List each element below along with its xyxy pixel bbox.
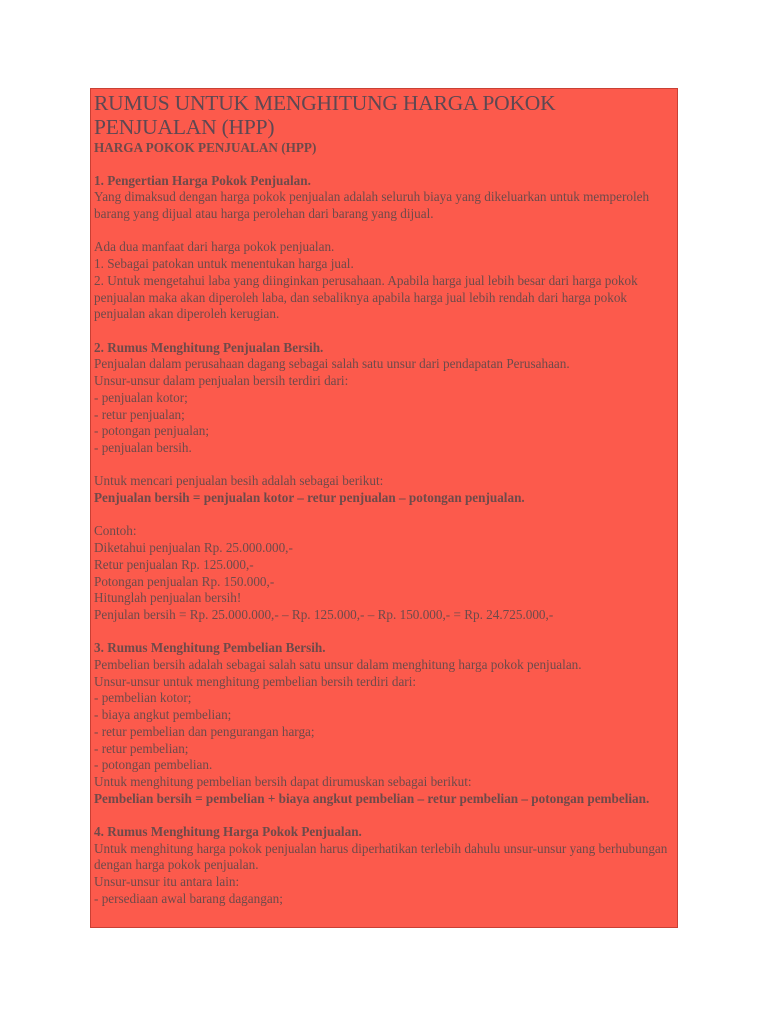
section-3-line-2: Unsur-unsur untuk menghitung pembelian bersih terdiri dari: [94, 673, 417, 689]
section-4-line-2: Unsur-unsur itu antara lain: [94, 874, 240, 890]
list-item: - potongan pembelian. [94, 757, 213, 773]
spacer [94, 807, 675, 824]
example-line: Potongan penjualan Rp. 150.000,- [94, 573, 275, 589]
document-title: RUMUS UNTUK MENGHITUNG HARGA POKOK PENJUALAN (HPP) [94, 91, 556, 139]
section-2-line-1: Penjualan dalam perusahaan dagang sebagai salah satu unsur dari pendapatan Perusahaan. [94, 356, 570, 372]
example-label: Contoh: [94, 523, 137, 539]
section-1-item-1: 1. Sebagai patokan untuk menentukan harga jual. [94, 256, 354, 272]
spacer [94, 507, 675, 524]
section-1-intro: Ada dua manfaat dari harga pokok penjualan. [94, 239, 335, 255]
spacer [94, 223, 675, 240]
spacer [94, 457, 675, 474]
document-subtitle: HARGA POKOK PENJUALAN (HPP) [94, 140, 317, 155]
list-item: - penjualan kotor; [94, 389, 188, 405]
section-2-formula-intro: Untuk mencari penjualan besih adalah sebagai berikut: [94, 473, 384, 489]
list-item: - penjualan bersih. [94, 439, 192, 455]
spacer [94, 156, 675, 173]
section-1-body: Yang dimaksud dengan harga pokok penjualan adalah seluruh biaya yang dikeluarkan untuk memperoleh barang yang dijual atau harga perolehan dari barang yang dijual. [94, 189, 650, 222]
section-3-formula: Pembelian bersih = pembelian + biaya angkut pembelian – retur pembelian – potongan pembelian. [94, 790, 650, 806]
list-item: - retur penjualan; [94, 406, 185, 422]
list-item: - pembelian kotor; [94, 690, 192, 706]
section-1-item-2: 2. Untuk mengetahui laba yang diinginkan perusahaan. Apabila harga jual lebih besar dari harga pokok penjualan maka akan diperoleh laba, dan sebaliknya apabila harga jual lebih rendah dari harga pokok penjualan akan diperoleh kerugian. [94, 272, 638, 322]
section-4-heading: 4. Rumus Menghitung Harga Pokok Penjualan. [94, 824, 362, 840]
list-item: - retur pembelian dan pengurangan harga; [94, 723, 315, 739]
list-item: - retur pembelian; [94, 740, 189, 756]
example-line: Diketahui penjualan Rp. 25.000.000,- [94, 540, 293, 556]
document-page [90, 88, 678, 928]
section-1-heading: 1. Pengertian Harga Pokok Penjualan. [94, 172, 311, 188]
section-3-heading: 3. Rumus Menghitung Pembelian Bersih. [94, 640, 326, 656]
section-3-line-1: Pembelian bersih adalah sebagai salah satu unsur dalam menghitung harga pokok penjualan. [94, 657, 582, 672]
example-line: Hitunglah penjualan bersih! [94, 590, 242, 606]
list-item: - potongan penjualan; [94, 423, 209, 439]
spacer [94, 323, 675, 340]
section-2-heading: 2. Rumus Menghitung Penjualan Bersih. [94, 339, 324, 355]
example-line: Retur penjualan Rp. 125.000,- [94, 556, 254, 572]
section-2-line-2: Unsur-unsur dalam penjualan bersih terdiri dari: [94, 373, 349, 389]
spacer [94, 624, 675, 641]
section-2-formula: Penjualan bersih = penjualan kotor – retur penjualan – potongan penjualan. [94, 490, 525, 505]
list-item: - biaya angkut pembelian; [94, 707, 232, 723]
example-line: Penjulan bersih = Rp. 25.000.000,- – Rp. 125.000,- – Rp. 150.000,- = Rp. 24.725.000,- [94, 606, 554, 622]
section-4-line-1: Untuk menghitung harga pokok penjualan harus diperhatikan terlebih dahulu unsur-unsur yang berhubungan dengan harga pokok penjualan. [94, 840, 668, 873]
section-3-formula-intro: Untuk menghitung pembelian bersih dapat dirumuskan sebagai berikut: [94, 773, 472, 789]
list-item: - persediaan awal barang dagangan; [94, 890, 283, 906]
